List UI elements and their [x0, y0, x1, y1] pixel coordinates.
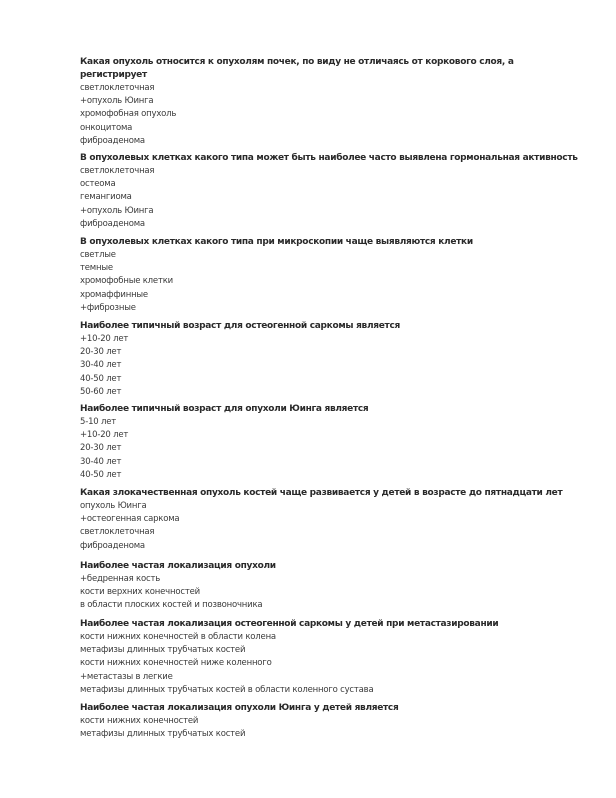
answer-option: светлоклеточная: [80, 166, 155, 176]
answer-option: кости верхних конечностей: [80, 587, 200, 598]
answer-option: гемангиома: [80, 192, 132, 203]
question-text: В опухолевых клетках какого типа при микроскопии чаще выявляются клетки: [80, 237, 473, 247]
question-text: Наиболее типичный возраст для остеогенной саркомы является: [80, 321, 400, 331]
question-2: [80, 152, 580, 231]
question-text: В опухолевых клетках какого типа может быть наиболее часто выявлена гормональная активность: [80, 153, 578, 163]
answer-option: +10-20 лет: [80, 430, 129, 441]
answer-list: [80, 573, 580, 613]
answer-list: [80, 82, 580, 148]
answer-option: фиброаденома: [80, 135, 145, 146]
question-text: Наиболее частая локализация остеогенной саркомы у детей при метастазировании: [80, 619, 499, 629]
answer-option: онкоцитома: [80, 122, 133, 133]
answer-option: в области плоских костей и позвоночника: [80, 600, 263, 611]
answer-option: 5-10 лет: [80, 417, 117, 427]
answer-list: [80, 500, 580, 553]
answer-option: 30-40 лет: [80, 360, 122, 371]
answer-option: фиброаденома: [80, 540, 145, 551]
answer-option: кости нижних конечностей: [80, 716, 199, 726]
question-8: [80, 618, 580, 697]
answer-option: кости нижних конечностей в области колена: [80, 632, 276, 642]
answer-option: метафизы длинных трубчатых костей в области коленного сустава: [80, 684, 374, 695]
answer-option: 50-60 лет: [80, 386, 122, 397]
answer-option: светлоклеточная: [80, 83, 155, 93]
answer-option: 30-40 лет: [80, 456, 122, 467]
answer-option: 40-50 лет: [80, 373, 122, 384]
answer-list: [80, 333, 580, 399]
question-9: [80, 702, 580, 741]
question-text: Какая опухоль относится к опухолям почек, по виду не отличаясь от коркового слоя, а регистрирует: [80, 57, 514, 80]
answer-option: опухоль Юинга: [80, 501, 147, 511]
question-5: [80, 403, 580, 482]
question-3: [80, 236, 580, 315]
question-4: [80, 320, 580, 399]
answer-option: хромофобные клетки: [80, 276, 173, 287]
question-text: Какая злокачественная опухоль костей чаще развивается у детей в возрасте до пятнадцати лет: [80, 488, 563, 498]
answer-option: светлоклеточная: [80, 527, 155, 538]
answer-option: фиброаденома: [80, 218, 145, 229]
question-text: Наиболее типичный возраст для опухоли Юинга является: [80, 404, 369, 414]
answer-option: +бедренная кость: [80, 574, 161, 584]
answer-option: темные: [80, 263, 113, 274]
answer-option: +опухоль Юинга: [80, 205, 154, 216]
answer-option: хромофобная опухоль: [80, 109, 177, 120]
answer-option: хромаффинные: [80, 289, 148, 300]
answer-list: [80, 631, 580, 697]
answer-list: [80, 249, 580, 315]
answer-option: +10-20 лет: [80, 334, 129, 344]
answer-option: +остеогенная саркома: [80, 514, 180, 525]
answer-option: метафизы длинных трубчатых костей: [80, 729, 246, 740]
answer-list: [80, 165, 580, 231]
answer-option: светлые: [80, 250, 116, 260]
answer-list: [80, 416, 580, 482]
question-text: Наиболее частая локализация опухоли Юинга у детей является: [80, 703, 399, 713]
question-1: [80, 56, 580, 148]
question-7: [80, 560, 580, 613]
answer-option: 20-30 лет: [80, 347, 122, 358]
question-text: Наиболее частая локализация опухоли: [80, 561, 276, 571]
answer-option: +опухоль Юинга: [80, 96, 154, 107]
answer-option: +метастазы в легкие: [80, 671, 173, 682]
answer-option: остеома: [80, 179, 116, 190]
question-6: [80, 487, 580, 553]
answer-option: метафизы длинных трубчатых костей: [80, 645, 246, 656]
answer-option: 40-50 лет: [80, 469, 122, 480]
answer-option: 20-30 лет: [80, 443, 122, 454]
answer-option: +фиброзные: [80, 302, 136, 313]
answer-list: [80, 715, 580, 741]
answer-option: кости нижних конечностей ниже коленного: [80, 658, 272, 669]
